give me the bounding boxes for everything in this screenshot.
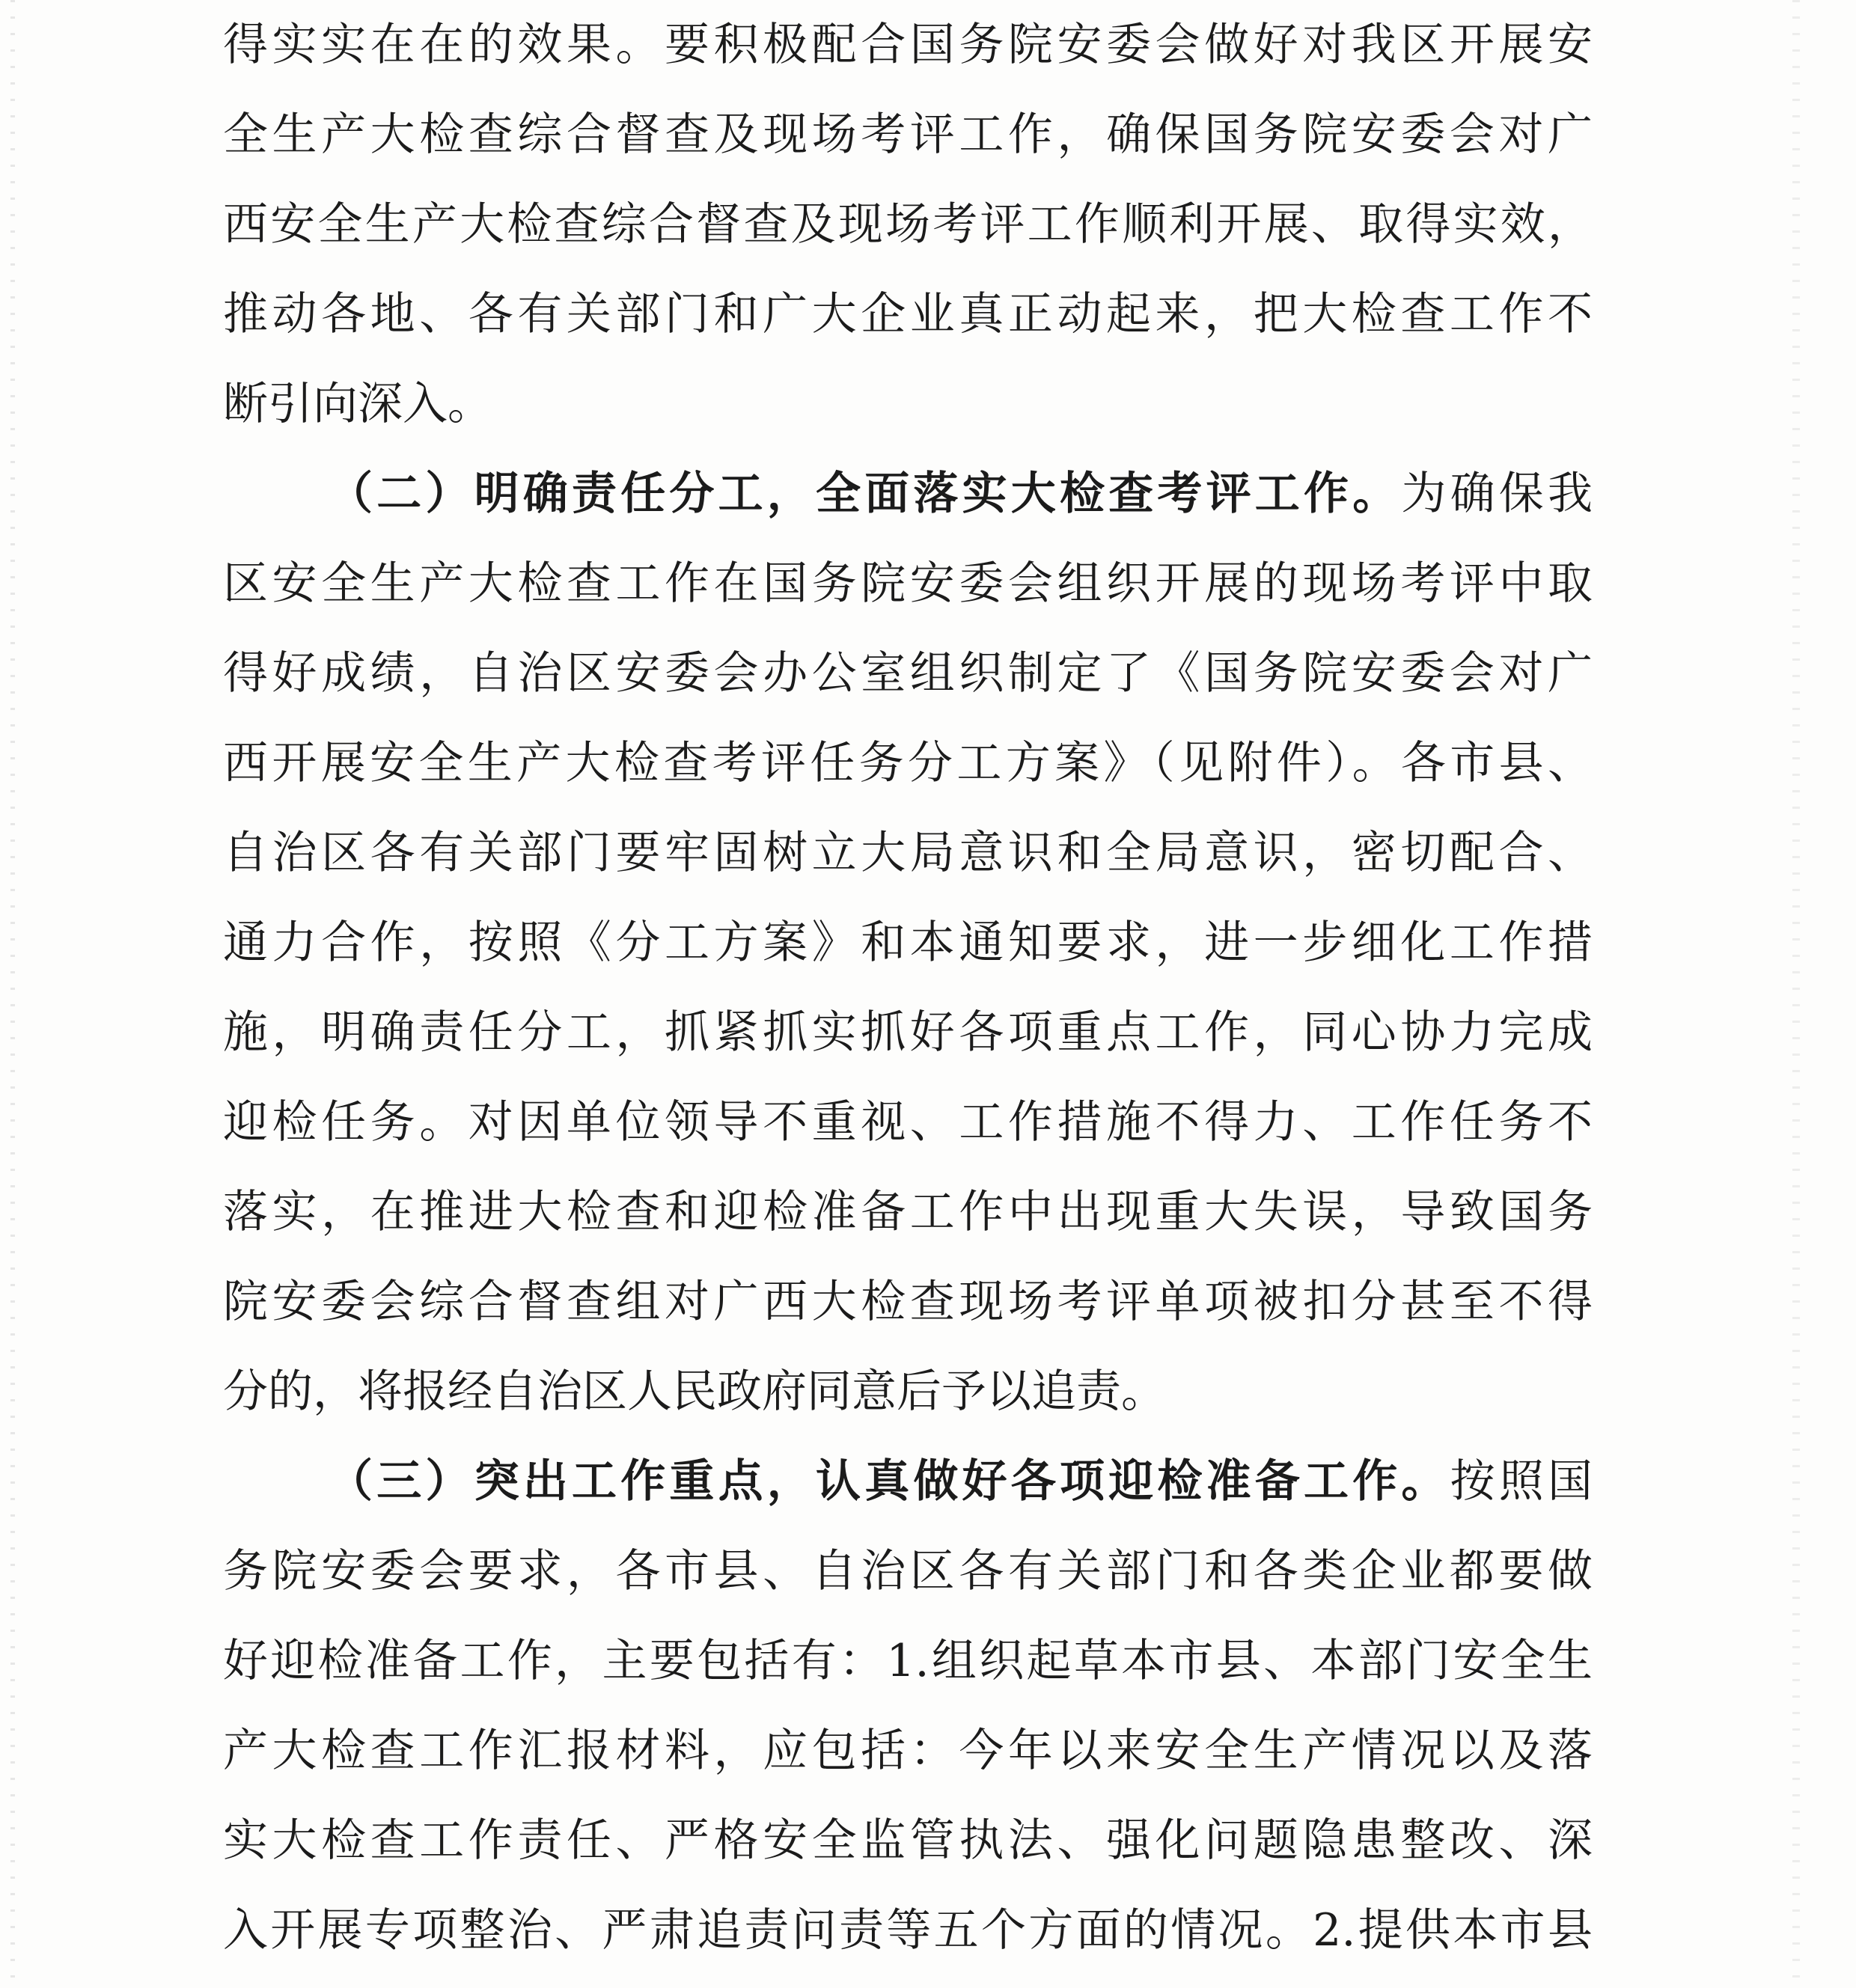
paragraph-2-first-line — [223, 449, 1593, 539]
paragraph-3-line-1: 务院安委会要求，各市县、自治区各有关部门和各类企业都要做 — [223, 1545, 1593, 1597]
paragraph-2-line-9: 院安委会综合督查组对广西大检查现场考评单项被扣分甚至不得 — [223, 1276, 1593, 1328]
paragraph-3-first-line-rest: 按照国 — [1450, 1455, 1593, 1508]
paragraph-1-line-5: 断引向深入。 — [223, 378, 492, 430]
paragraph-2-line-5: 通力合作，按照《分工方案》和本通知要求，进一步细化工作措 — [223, 917, 1593, 969]
paragraph-3-line-4: 实大检查工作责任、严格安全监管执法、强化问题隐患整改、深 — [223, 1814, 1593, 1867]
paragraph-2-line-3: 西开展安全生产大检查考评任务分工方案》（见附件）。各市县、 — [223, 737, 1593, 789]
paragraph-2-line-10: 分的，将报经自治区人民政府同意后予以追责。 — [223, 1365, 1166, 1418]
paragraph-3-line-2: 好迎检准备工作，主要包括有：1.组织起草本市县、本部门安全生 — [223, 1635, 1593, 1687]
scan-edge-left — [10, 0, 15, 1988]
paragraph-2-first-line-rest: 为确保我 — [1401, 468, 1593, 520]
paragraph-2-line-7: 迎检任务。对因单位领导不重视、工作措施不得力、工作任务不 — [223, 1096, 1593, 1149]
paragraph-2-line-2: 得好成绩，自治区安委会办公室组织制定了《国务院安委会对广 — [223, 647, 1593, 700]
paragraph-1-line-2: 全生产大检查综合督查及现场考评工作，确保国务院安委会对广 — [223, 108, 1593, 161]
paragraph-3-first-line — [223, 1437, 1593, 1526]
document-body — [223, 0, 1593, 1975]
scan-edge-right — [1792, 0, 1800, 1988]
paragraph-2-line-8: 落实，在推进大检查和迎检准备工作中出现重大失误，导致国务 — [223, 1186, 1593, 1238]
paragraph-3-line-3: 产大检查工作汇报材料，应包括：今年以来安全生产情况以及落 — [223, 1725, 1593, 1777]
paragraph-2-line-1: 区安全生产大检查工作在国务院安委会组织开展的现场考评中取 — [223, 557, 1593, 610]
paragraph-1-line-4: 推动各地、各有关部门和广大企业真正动起来，把大检查工作不 — [223, 288, 1593, 340]
paragraph-3-heading: （三）突出工作重点，认真做好各项迎检准备工作。 — [328, 1455, 1450, 1508]
paragraph-1-line-1: 得实实在在的效果。要积极配合国务院安委会做好对我区开展安 — [223, 19, 1593, 71]
paragraph-1-line-3: 西安全生产大检查综合督查及现场考评工作顺利开展、取得实效， — [223, 198, 1593, 251]
paragraph-2-line-4: 自治区各有关部门要牢固树立大局意识和全局意识，密切配合、 — [223, 827, 1593, 879]
paragraph-3-line-5: 入开展专项整治、严肃追责问责等五个方面的情况。2.提供本市县 — [223, 1904, 1593, 1957]
paragraph-2-line-6: 施，明确责任分工，抓紧抓实抓好各项重点工作，同心协力完成 — [223, 1006, 1593, 1059]
paragraph-2-heading: （二）明确责任分工，全面落实大检查考评工作。 — [328, 468, 1402, 520]
